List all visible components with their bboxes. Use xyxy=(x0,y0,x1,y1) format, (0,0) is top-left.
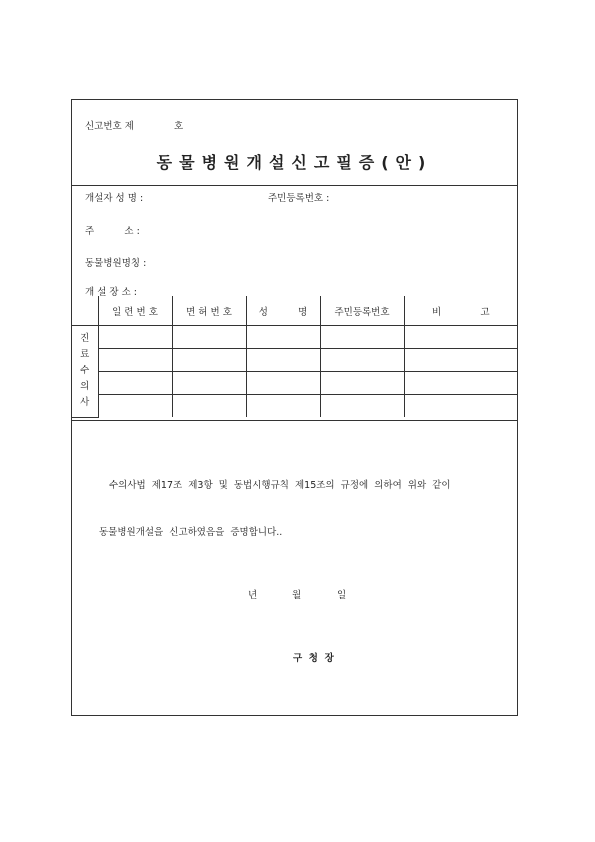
table-corner-cell xyxy=(72,296,98,326)
founder-name-label: 개설자 성 명 : xyxy=(85,193,144,204)
table-cell[interactable] xyxy=(98,372,172,395)
table-cell[interactable] xyxy=(404,326,517,349)
certification-line-1: 수의사법 제17조 제3항 및 동법시행규칙 제15조의 규정에 의하여 위와 같이 xyxy=(109,480,451,491)
resident-number-label: 주민등록번호 : xyxy=(268,193,330,204)
issuer-label: 구 청 장 xyxy=(293,653,334,664)
column-header-license: 면 허 번 호 xyxy=(172,296,246,326)
address-label: 주 소 : xyxy=(85,226,140,237)
table-cell[interactable] xyxy=(404,372,517,395)
location-label: 개 설 장 소 : xyxy=(85,287,137,298)
column-header-name: 성 명 xyxy=(246,296,320,326)
table-cell[interactable] xyxy=(98,349,172,372)
table-header-row xyxy=(72,296,517,326)
row-label-char: 의 xyxy=(80,381,90,393)
table-row xyxy=(72,326,517,349)
report-number-prefix: 신고번호 제 xyxy=(85,121,134,132)
table-row xyxy=(72,349,517,372)
table-cell[interactable] xyxy=(172,349,246,372)
table-cell[interactable] xyxy=(98,326,172,349)
table-cell[interactable] xyxy=(172,372,246,395)
report-number-suffix: 호 xyxy=(173,121,184,132)
certification-line-2: 동물병원개설을 신고하였음을 증명합니다.. xyxy=(99,527,283,538)
table-cell[interactable] xyxy=(172,326,246,349)
column-header-resident-number: 주민등록번호 xyxy=(320,296,404,326)
row-label-char: 수 xyxy=(80,365,90,377)
date-month-label: 월 xyxy=(292,590,302,601)
row-label-char: 사 xyxy=(80,397,90,409)
veterinarian-table xyxy=(72,296,517,418)
table-cell[interactable] xyxy=(172,395,246,418)
table-cell[interactable] xyxy=(246,326,320,349)
table-cell[interactable] xyxy=(246,372,320,395)
table-cell[interactable] xyxy=(246,349,320,372)
column-header-remarks: 비 고 xyxy=(404,296,517,326)
row-label-char: 진 xyxy=(80,333,90,345)
divider xyxy=(72,185,517,186)
row-label-char: 료 xyxy=(80,349,90,361)
certificate-form xyxy=(71,99,518,716)
document-title: 동물병원개설신고필증(안) xyxy=(156,153,433,172)
table-row xyxy=(72,395,517,418)
table-cell[interactable] xyxy=(320,349,404,372)
divider xyxy=(72,420,517,421)
row-group-label xyxy=(72,326,98,418)
table-cell[interactable] xyxy=(320,372,404,395)
table-cell[interactable] xyxy=(320,395,404,418)
hospital-name-label: 동물병원명칭 : xyxy=(85,258,147,269)
table-cell[interactable] xyxy=(320,326,404,349)
table-cell[interactable] xyxy=(404,349,517,372)
date-year-label: 년 xyxy=(248,590,258,601)
report-number-label xyxy=(85,118,183,132)
table-cell[interactable] xyxy=(98,395,172,418)
table-cell[interactable] xyxy=(404,395,517,418)
table-row xyxy=(72,372,517,395)
date-day-label: 일 xyxy=(337,590,347,601)
column-header-serial: 일 련 번 호 xyxy=(98,296,172,326)
table-cell[interactable] xyxy=(246,395,320,418)
